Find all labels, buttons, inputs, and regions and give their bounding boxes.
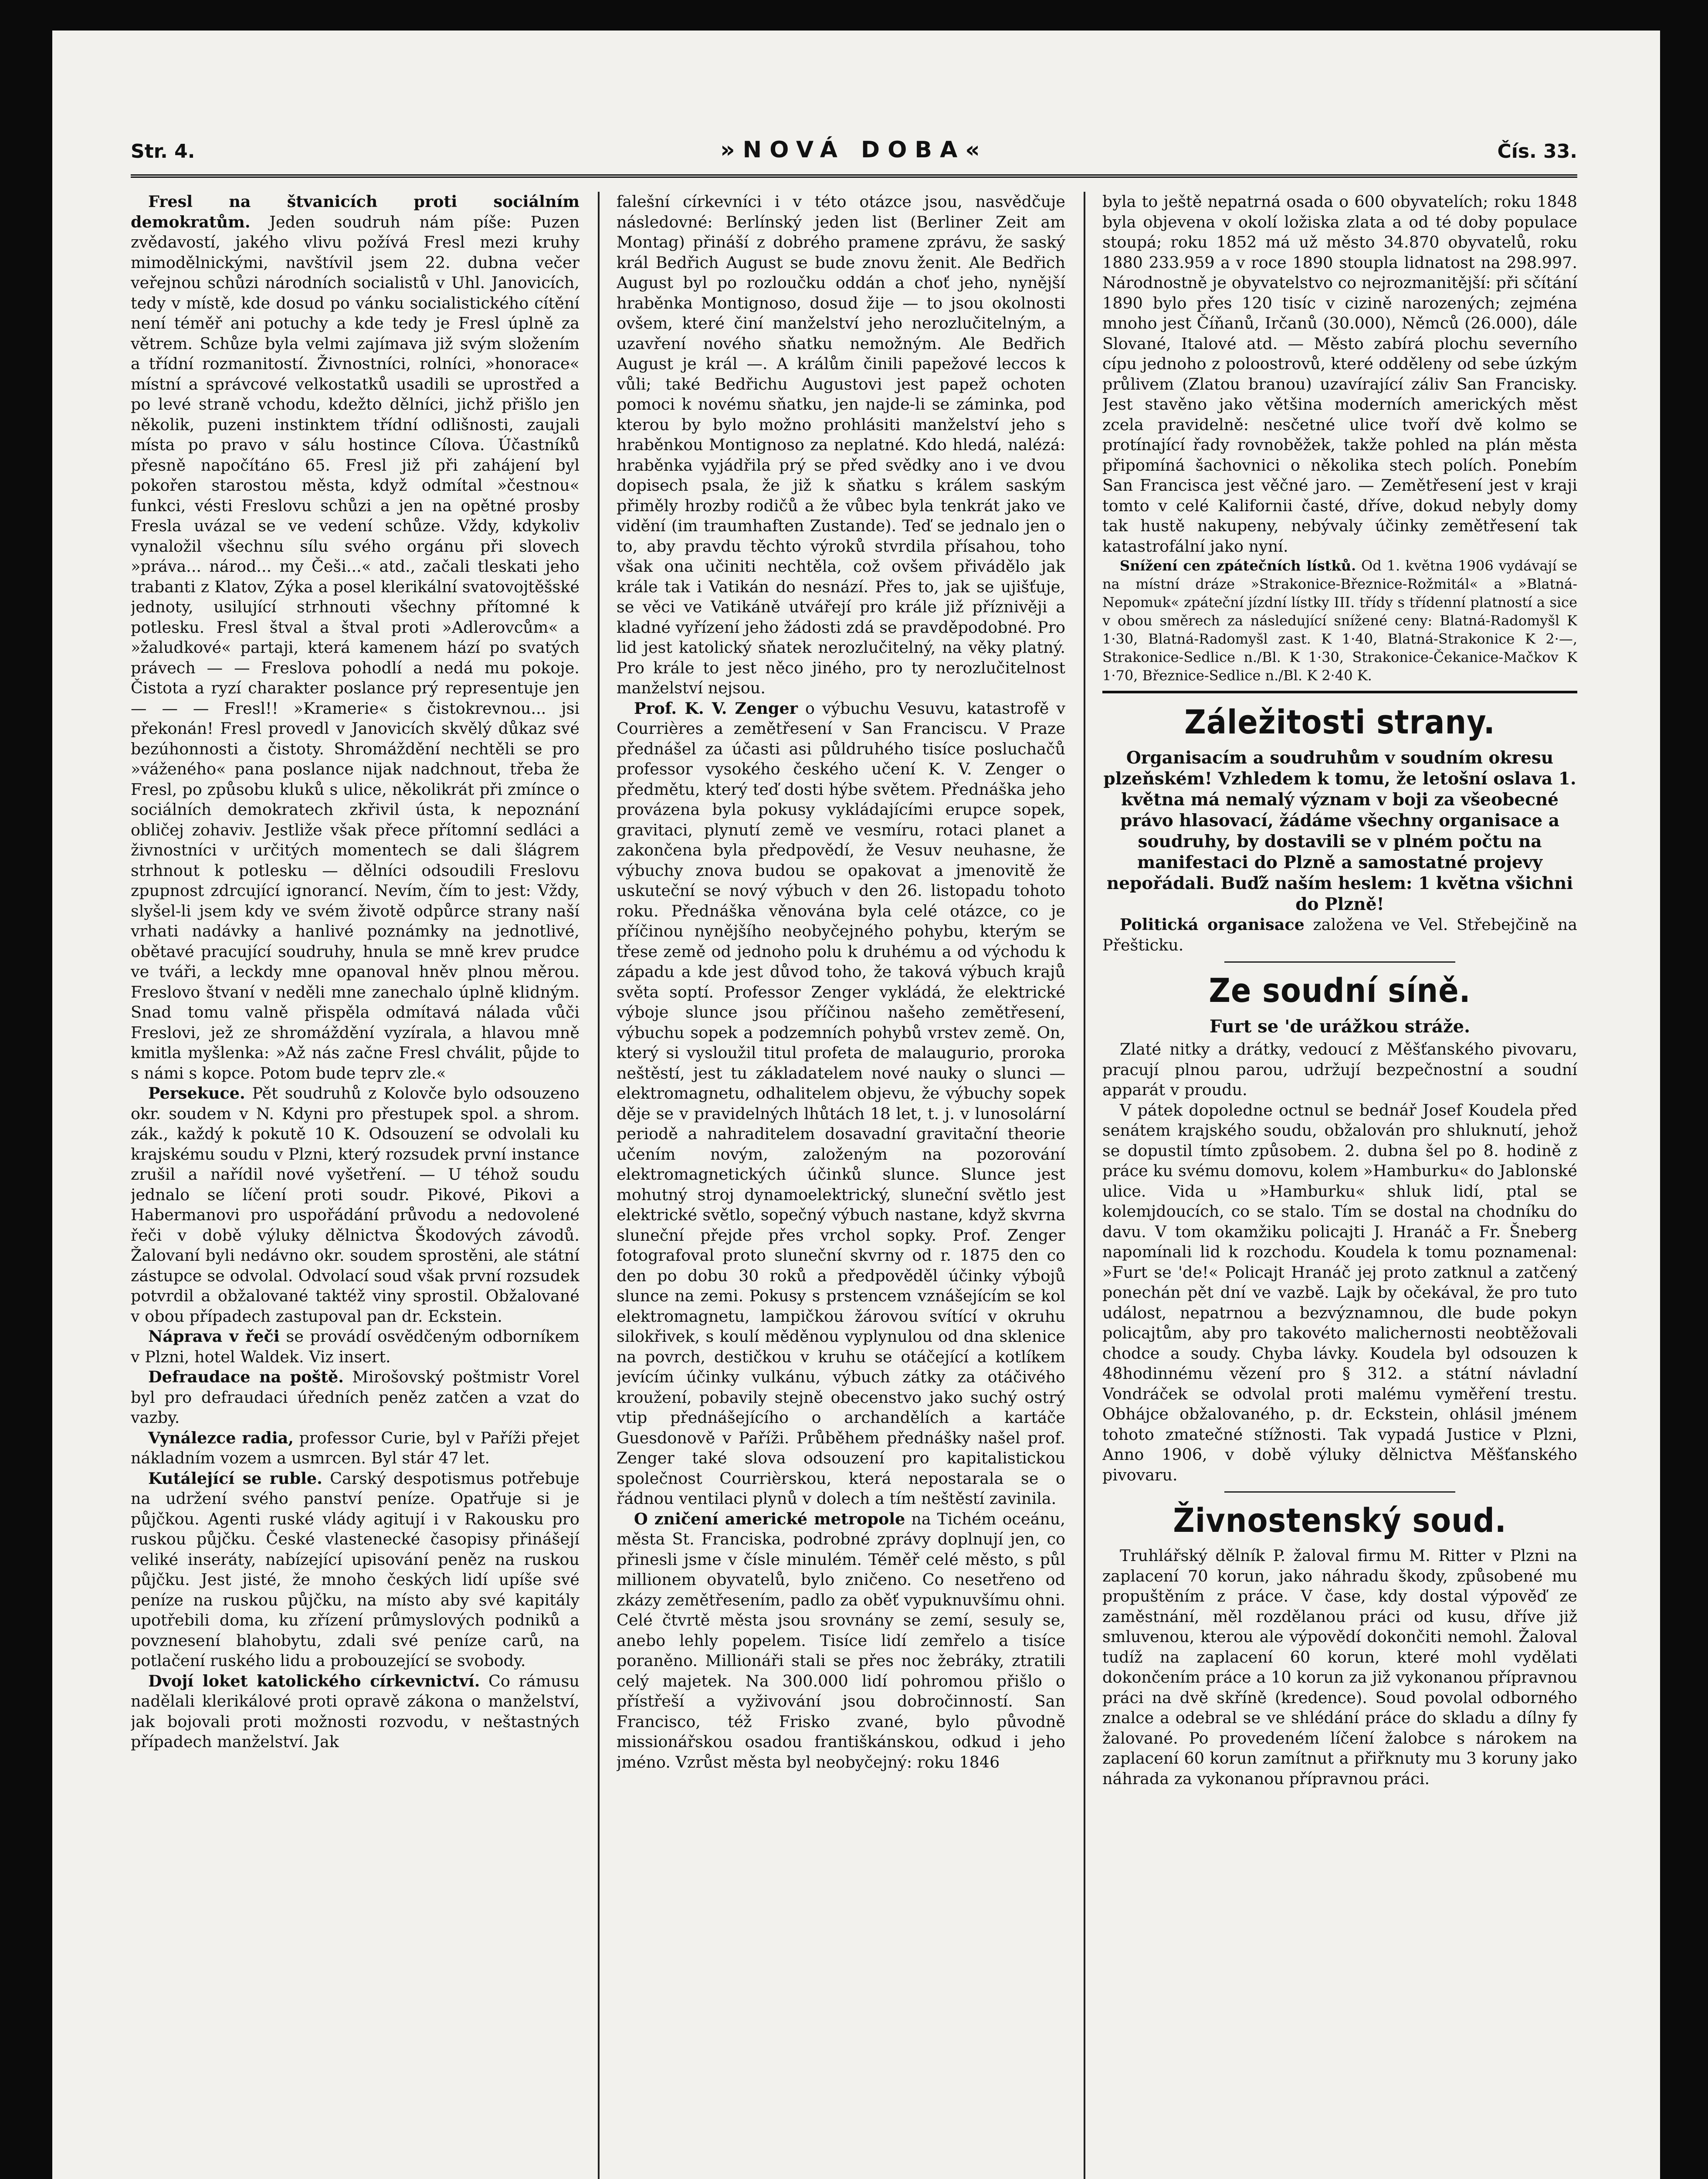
article-headline: Defraudace na poště. [148,1368,344,1386]
section-subtitle: Furt se 'de urážkou stráže. [1209,1016,1470,1037]
article-body: se provádí osvědčeným odborníkem v Plzni, hotel Waldek. Viz insert. [131,1327,580,1366]
article-body: o výbuchu Vesuvu, katastrofě v Courrières a zemětřesení v San Franciscu. V Praze přednášel za účasti asi půldruhého tisíce posluchačů professor vysokého českého učení K. V. Zenger o předmětu, který teď dosti hýbe světem. Přednáška jeho provázena byla pokusy vykládajícími erupce sopek, gravitaci, plynutí země ve vesmíru, rotaci planet a zakončena byla předpovědí, že Vesuv neuhasne, že výbuchy znova budou se opakovat a jmenovitě že uskuteční se nový výbuch v den 26. listopadu tohoto roku. Přednáška věnována byla celé otázce, co je příčinou nynějšího neobyčejného pohybu, kterým se třese země od jednoho polu k druhému a od východu k západu a kde jest důvod toho, že taková výbuch krajů světa soptí. Professor Zenger vykládá, že elektrické výboje slunce jsou příčinou našeho zemětřesení, výbuchu sopek a podzemních pohybů vrstev země. On, který si vysloužil titul profeta de malaugurio, proroka neštěstí, jest tu základatelem nové nauky o slunci — elektromagnetu, odhalitelem objevu, že výbuchy sopek děje se v pravidelných lhůtách 18 let, t. j. v lunosolární periodě a nahraditelem dosavadní gravitační theorie učením novým, založeným na pozorování elektromagnetických účinků slunce. Slunce jest mohutný stroj dynamoelektrický, sluneční světlo jest elektrické světlo, sopečný výbuch nastane, když skvrna sluneční přejde přes vrchol sopky. Prof. Zenger fotografoval proto sluneční skvrny od r. 1875 den co den po dobu 30 roků a předpověděl účinky výbojů slunce na zemi. Pokusy s prstencem vznášejícím se kol elektromagnetu, lampičkou žárovou svítící v okruhu silokřivek, s koulí měděnou vyplynulou od dna sklenice na povrch, destičkou v kruhu se otáčející a kotlíkem jevícím účinky vulkánu, výbuch zátky za otáčivého kroužení, pobavily stejně obecenstvo jako suchý ostrý vtip přednášejícího o archandělích a kartáče Guesdonově v Paříži. Průběhem přednášky našel prof. Zenger také slova odsouzení pro kapitalistickou společnost Courrièrskou, která nepostarala se o řádnou ventilaci plynů v dolech a tím neštěstí zavinila. [617,699,1065,1508]
party-appeal: Organisacím a soudruhům v soudním okresu plzeňském! Vzhledem k tomu, že letošní oslava 1. května má nemalý význam v boji za všeobecné právo hlasovací, žádáme všechny organisace a soudruhy, by dostavili se v plném počtu na manifestaci do Plzně a samostatné projevy nepořádali. Buďž naším heslem: 1 května všichni do Plzně! [1103,748,1576,914]
article-headline: Persekuce. [148,1084,245,1103]
article-headline: Náprava v řeči [148,1327,280,1346]
article-san-francisco [617,1509,1065,1773]
article-listky [1102,557,1577,685]
article-body: Co rámusu nadělali klerikálové proti opravě zákona o manželství, jak bojovali proti možnosti rozvodu, v neštastných případech manželství. Jak [131,1671,580,1751]
article-body: na Tichém oceánu, města St. Franciska, podrobné zprávy doplnují jen, co přinesli jsme v čísle minulém. Téměř celé město, s půl millionem obyvatelů, bylo zničeno. Co nesetřeno od zkázy zemětřesením, padlo za oběť vypuknuvšímu ohni. Celé čtvrtě města jsou srovnány se zemí, sesuly se, anebo lehly popelem. Tisíce lidí zemřelo a tisíce poraněno. Millionáři stali se přes noc žebráky, ztratili celý majetek. Na 300.000 lidí pohromou přišlo o přístřeší a vyživování jsou dobročinností. San Francisco, též Frisko zvané, bylo původně missionářskou osadou františkánskou, odkud i jeho jméno. Vzrůst města byl neobyčejný: roku 1846 [617,1509,1065,1772]
article-headline: Kutálející se ruble. [148,1469,322,1488]
column-2 [617,192,1065,2179]
article-headline: Dvojí loket katolického církevnictví. [148,1671,480,1690]
article-headline: Prof. K. V. Zenger [634,699,798,718]
article-body: Jeden soudruh nám píše: Puzen zvědavostí, jakého vlivu požívá Fresl mezi kruhy mimodělnickými, navštívil jsem 22. dubna večer veřejnou schůzi národních socialistů v Uhl. Janovicích, tedy v místě, kde dosud po vánku socialistického cítění není téměř ani potuchy a kde tedy je Fresl úplně za větrem. Schůze byla velmi zajímava již svým složením a třídní rozmanitostí. Živnostníci, rolníci, »honorace« místní a správcové velkostatků usadili se uprostřed a po levé straně vchodu, kdežto dělníci, jichž přišlo jen několik, puzeni instinktem třídní odlišnosti, zaujali místa po pravo v sálu hostince Cílova. Účastníků přesně napočítáno 65. Fresl již při zahájení byl pokořen starostou města, když odmítal »čestnou« funkci, vésti Freslovu schůzi a jen na opětné prosby Fresla uvázal se ve vedení schůze. Vždy, kdykoliv vynaložil všechnu sílu svého orgánu při slovech »práva... národ... my Češi...« atd., začali tleskati jeho trabanti z Klatov, Zýka a posel klerikální svatovojtěšské jednoty, usilující strhnouti všechny přítomné k potlesku. Fresl štval a štval proti »Adlerovcům« a »žaludkové« partaji, která kamenem hází po svatých právech — — Freslova pohodlí a nedá mu pokoje. Čistota a ryzí charakter poslance prý representuje jen — — — Fresl!! »Kramerie« s čistokrevnou... jsi překonán! Fresl provedl v Janovicích skvělý důkaz své bezúhonnosti a čistoty. Shromáždění nechtěli se pro »váženého« pana poslance nijak nadchnout, třeba že Fresl, po způsobu kluků s ulice, několikrát při zmínce o sociálních demokratech zkřivil ústa, k nepoznání obličej zohaviv. Jestliže však přece přítomní sedláci a živnostníci v určitých momentech se dali šlágrem strhnout k potlesku — dělníci odsoudili Freslovu zpupnost zdrcující ignorancí. Nevím, čím to jest: Vždy, slyšel-li jsem kdy ve svém životě odpůrce strany naší vrhati nadávky a hanlivé poznámky na jednotlivé, obětavé pracující soudruhy, hnula se mně krev prudce ve tváři, a leckdy mne opanoval hněv plnou měrou. Freslovo štvaní v neděli mne zanechalo úplně klidným. Snad tomu valně přispěla odmítavá nálada vůči Freslovi, jež ze shromáždění vyzírala, a hlavou mně kmitla myšlenka: »Až nás začne Fresl chválit, půjde to s námi s kopce. Potom bude teprv zle.« [131,212,580,1083]
article-headline: Snížení cen zpátečních lístků. [1120,557,1356,574]
scan-border-left [0,0,52,2179]
article-zenger [617,699,1065,1509]
article-body: professor Curie, byl v Paříži přejet nákladním vozem a usmrcen. Byl stár 47 let. [131,1428,580,1467]
article-body: Od 1. května 1906 vydávají se na místní dráze »Strakonice-Březnice-Rožmitál« a »Blatná-Nepomuk« zpáteční jízdní lístky III. třídy s třídenní platností a sice v obou směrech za následující snížené ceny: Blatná-Radomyšl K 1·30, Blatná-Radomyšl zast. K 1·40, Blatná-Strakonice K 2·—, Strakonice-Sedlice n./Bl. K 1·30, Strakonice-Čekanice-Mačkov K 1·70, Březnice-Sedlice n./Bl. K 2·40 K. [1102,557,1577,684]
article-body: Truhlářský dělník P. žaloval firmu M. Ritter v Plzni na zaplacení 70 korun, jako náhradu škody, způsobené mu propuštěním z práce. V čase, kdy dostal výpověď ze zaměstnání, měl rozdělanou práci od kusu, dříve již smluvenou, kterou ale výpovědí dokončiti nemohl. Žaloval tudíž na zaplacení 60 korun, které mohl vydělati dokončením práce a 10 korun za již vykonanou přípravnou práci na dvě skříně (kredence). Soud povolal odborného znalce a odebral se ve shlédání práce do skladu a dílny fy žalované. Po provedeném líčení žalobce s nárokem na zaplacení 60 korun zamítnut a přiřknuty mu 3 koruny jako náhrada za vykonanou přípravnou práci. [1102,1546,1577,1788]
article-headline: O zničení americké metropole [634,1509,905,1528]
article-organisace [1102,915,1577,955]
section-divider [1224,961,1455,963]
article-body: V pátek dopoledne octnul se bednář Josef Koudela před senátem krajského soudu, obžalován pro shluknutí, jehož se dopustil tímto způsobem. 2. dubna šel po 8. hodině z práce ku svému domovu, kolem »Hamburku« do Jablonské ulice. Vida u »Hamburku« shluk lidí, ptal se kolemjdoucích, co se stalo. Tím se dostal na chodníku do davu. V tom okamžiku policajti J. Hranáč a Fr. Šneberg napomínali lid k rozchodu. Koudela k tomu poznamenal: »Furt se 'de!« Policajt Hranáč jej proto zatknul a zatčený ponechán pět dní ve vazbě. Lajk by očekával, že pro tuto událost, nepatrnou a bezvýznamnou, dle bude pokyn policajtům, aby pro takovéto malichernosti neobtěžovali chodce a soudy. Chyba lávky. Koudela byl odsouzen k 48hodinnému vězení pro § 312. a státní návladní Vondráček se odvolal proti malému vyměření trestu. Obhájce obžalovaného, p. dr. Eckstein, ohlásil jménem tohoto zmatečné stížnosti. Tak vypadá Justice v Plzni, Anno 1906, v době výluky dělnictva Měšťanského pivovaru. [1102,1100,1577,1484]
page-header [131,131,1577,178]
article-body: falešní církevníci i v této otázce jsou, nasvědčuje následovné: Berlínský jeden list (Berliner Zeit am Montag) přináší z dobrého pramene zprávu, že saský král Bedřich August se bude znovu ženit. Ale Bedřich August byl po rozloučku oddán a choť jeho, nynější hraběnka Montignoso, dosud žije — to jsou okolnosti ovšem, které činí manželství jeho nerozlučitelným, a uzavření nového sňatku nemožným. Ale Bedřich August je král —. A králům činili papežové leccos k vůli; také Bedřichu Augustovi jest papež ochoten pomoci k novému sňatku, jen najde-li se záminka, pod kterou by bylo možno prohlásiti manželství jeho s hraběnkou Montignoso za neplatné. Kdo hledá, nalézá: hraběnka vyjádřila prý se před svědky ano i ve dvou dopisech psala, že již k sňatku s králem saským přiměly hrozby rodičů a že vůbec byla tenkrát jako ve vidění (im traumhaften Zustande). Teď se jednalo jen o to, aby pravdu těchto výroků stvrdila přísahou, toho však ona učiniti nechtěla, což ovšem přivádělo jak krále tak i Vatikán do nesnází. Přes to, jak se ujišťuje, se věci ve Vatikáně utvářejí pro krále již příznivěji a kladné vyřízení jeho žádosti zdá se pravděpodobné. Pro lid jest katolický sňatek nerozlučitelný, na věky platný. Pro krále to jest něco jiného, pro ty nerozlučitelnost manželství nejsou. [617,192,1065,697]
article-continuation [617,192,1065,699]
column-3 [1102,192,1577,2179]
article-headline: Politická organisace [1120,915,1305,934]
issue-number: Čís. 33. [1497,140,1577,163]
scan-border-top [0,0,1708,31]
newspaper-page [131,131,1577,2179]
article-fresl [131,192,580,1083]
article-naprava [131,1327,580,1367]
article-body: založena ve Vel. Střebejčině na Přešticku. [1102,915,1577,954]
scan-border-right [1660,0,1708,2179]
article-headline: Vynálezce radia, [148,1428,294,1447]
article-headline: Fresl na štvanicích proti sociálním demokratům. [131,192,580,231]
newspaper-title: »NOVÁ DOBA« [720,137,988,163]
column-rule [1084,192,1085,2179]
column-rule [598,192,600,2179]
article-body: Carský despotismus potřebuje na udržení svého panství peníze. Opatřuje si je půjčkou. Agenti ruské vlády agitují i v Rakousku pro ruskou půjčku. České vlastenecké časopisy přinášejí veliké inseráty, nabízející upisování peněz na ruskou půjčku. Jest jisté, že mnoho českých lidí upíše své peníze na ruskou půjčku, na místo aby své kapitály upotřebili doma, ku zřízení průmyslových podniků a povznesení blahobytu, zdali své peníze carů, na potlačení ruského lidu a probouzející se svobody. [131,1469,580,1670]
article-body: Mirošovský poštmistr Vorel byl pro defraudaci úředních peněz zatčen a vzat do vazby. [131,1368,580,1427]
section-title-zivnostensky: Živnostenský soud. [1173,1501,1507,1540]
page-number: Str. 4. [131,140,195,163]
article-radium [131,1428,580,1469]
article-body: byla to ještě nepatrná osada o 600 obyvatelích; roku 1848 byla objevena v okolí ložiska zlata a od té doby populace stoupá; roku 1852 má už město 34.870 obyvatelů, roku 1880 233.959 a v roce 1890 stoupla lidnatost na 298.997. Národnostně je obyvatelstvo co nejrozmanitější: při sčítání 1890 bylo přes 120 tisíc v cizině narozených; zejména mnoho jest Číňanů, Irčanů (30.000), Němců (26.000), dále Slované, Italové atd. — Město zabírá plochu severního cípu jednoho z poloostrovů, které odděleny od sebe úzkým průlivem (Zlatou branou) uzavírající záliv San Francisky. Jest stavěno jako většina moderních amerických měst zcela pravidelně: nesčetné ulice tvoří dvě kolmo se protínající řady rovnoběžek, takže pohled na plán města připomíná šachovnici o několika stech polích. Ponebím San Francisca jest věčné jaro. — Zemětřesení jest v kraji tomto v celé Kalifornii časté, dříve, dokud nebyly domy tak hustě nakupeny, nebývaly účinky zemětřesení tak katastrofální jako nyní. [1102,192,1577,556]
article-continuation [1102,192,1577,557]
section-title-soud: Ze soudní síně. [1209,971,1471,1010]
article-persekuce [131,1083,580,1327]
section-title-strana: Záležitosti strany. [1102,691,1577,744]
article-defraudace [131,1367,580,1428]
article-dvoji-loket [131,1671,580,1752]
article-ruble [131,1469,580,1671]
column-1 [131,192,580,2179]
article-body: Zlaté nitky a drátky, vedoucí z Měšťanského pivovaru, pracují plnou parou, udržují bezpečnostní a soudní apparát v proudu. [1102,1040,1577,1099]
section-divider [1224,1491,1455,1493]
article-body: Pět soudruhů z Kolovče bylo odsouzeno okr. soudem v N. Kdyni pro přestupek spol. a shrom. zák., každý k pokutě 10 K. Odsouzení se odvolali ku krajskému soudu v Plzni, který rozsudek první instance zrušil a nařídil nové vyšetření. — U téhož soudu jednalo se líčení proti soudr. Pikové, Pikovi a Habermanovi pro uspořádání průvodu a nedovolené řeči v době výluky dělnictva Škodových závodů. Žalovaní byli nedávno okr. soudem sprostěni, ale státní zástupce se odvolal. Odvolací soud však první rozsudek potvrdil a obžalované taktéž viny sprostil. Obžalované v obou případech zastupoval pan dr. Eckstein. [131,1084,580,1326]
